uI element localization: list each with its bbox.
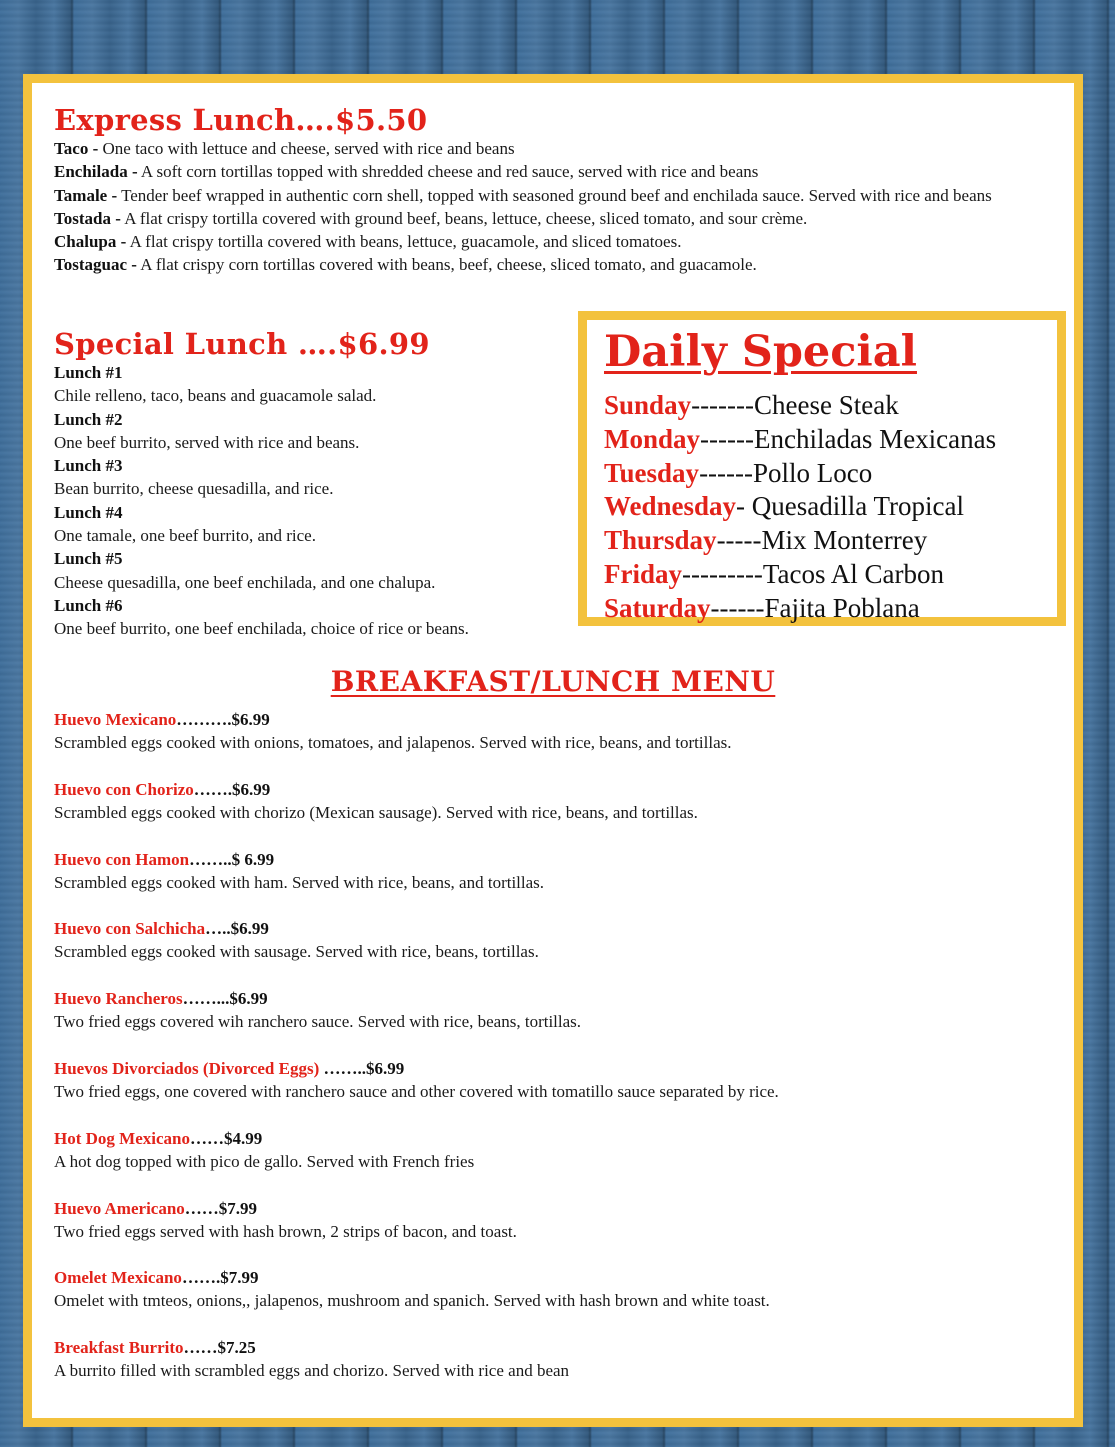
breakfast-lunch-menu-list (54, 708, 1064, 1406)
express-item-name: Taco - (54, 139, 99, 158)
special-item-description: Chile relleno, taco, beans and guacamole salad. (54, 386, 377, 406)
daily-special-day: Tuesday (604, 457, 700, 488)
daily-special-day: Thursday (604, 525, 717, 556)
daily-special-title: Daily Special (604, 327, 917, 377)
special-lunch-item-name (54, 361, 574, 384)
menu-item-name: Huevo con Hamon (54, 849, 190, 869)
menu-item-price: ……$4.99 (189, 1128, 263, 1148)
menu-item-price: ……..$6.99 (319, 1058, 405, 1078)
special-item-description: One beef burrito, served with rice and beans. (54, 432, 360, 452)
special-lunch-title: Special Lunch ….$6.99 (54, 327, 430, 361)
daily-special-dish: ------Fajita Poblana (710, 592, 920, 623)
special-item-description: One tamale, one beef burrito, and rice. (54, 526, 316, 546)
daily-special-day: Saturday (604, 592, 711, 623)
daily-special-day: Friday (604, 558, 682, 589)
special-item-description: Bean burrito, cheese quesadilla, and rice. (54, 479, 334, 499)
special-lunch-item-name (54, 594, 574, 617)
express-item-name: Enchilada - (54, 162, 138, 182)
menu-item-description: Scrambled eggs cooked with sausage. Served with rice, beans, tortillas. (54, 942, 539, 962)
menu-item-header (54, 708, 1064, 731)
menu-item-name: Breakfast Burrito (54, 1338, 184, 1358)
express-item-description: A flat crispy corn tortillas covered with beans, beef, cheese, sliced tomato, and guacamole. (136, 255, 757, 275)
menu-item-price: …….$6.99 (193, 779, 271, 799)
express-lunch-item (54, 230, 1059, 253)
menu-item-header (54, 848, 1064, 871)
breakfast-lunch-menu-title: BREAKFAST/LUNCH MENU (330, 665, 776, 698)
express-lunch-item (54, 160, 1059, 183)
menu-item-price: ……$7.99 (184, 1198, 258, 1218)
daily-special-list (604, 389, 996, 626)
menu-item-description: Scrambled eggs cooked with chorizo (Mexican sausage). Served with rice, beans, and tortillas. (54, 802, 698, 822)
menu-item-description: Scrambled eggs cooked with ham. Served with rice, beans, and tortillas. (54, 872, 545, 892)
special-item-name: Lunch #6 (54, 595, 123, 615)
menu-item-name: Huevo Americano (54, 1198, 185, 1218)
menu-item (54, 708, 1064, 778)
menu-item (54, 1197, 1064, 1267)
express-item-description: A soft corn tortillas topped with shredded cheese and red sauce, served with rice and beans (137, 162, 759, 182)
special-item-name: Lunch #3 (54, 456, 123, 476)
menu-item-header (54, 778, 1064, 801)
daily-special-row (604, 423, 996, 457)
express-item-name: Tostada - (54, 208, 121, 228)
special-lunch-item-name (54, 547, 574, 570)
menu-item (54, 1057, 1064, 1127)
special-item-name: Lunch #1 (54, 363, 123, 382)
special-item-name: Lunch #4 (54, 502, 123, 522)
menu-item-price: ……..$ 6.99 (189, 849, 275, 869)
menu-item-header (54, 1197, 1064, 1220)
menu-item (54, 917, 1064, 987)
menu-item-name: Huevo con Salchicha (54, 919, 206, 939)
menu-item-description: Two fried eggs covered wih ranchero sauce. Served with rice, beans, tortillas. (54, 1012, 582, 1032)
menu-item (54, 1336, 1064, 1406)
express-item-name: Tostaguac - (54, 255, 137, 275)
menu-item-header (54, 917, 1064, 940)
express-item-name: Chalupa - (54, 232, 127, 252)
special-item-name: Lunch #5 (54, 549, 123, 569)
menu-item-name: Hot Dog Mexicano (54, 1128, 190, 1148)
daily-special-dish: ---------Tacos Al Carbon (682, 558, 944, 589)
menu-item-description: Two fried eggs served with hash brown, 2 strips of bacon, and toast. (54, 1221, 517, 1241)
menu-item-price: …..$6.99 (205, 919, 269, 939)
daily-special-day: Sunday (604, 390, 692, 420)
daily-special-row (604, 490, 996, 524)
menu-item-header (54, 1266, 1064, 1289)
menu-item-description: Scrambled eggs cooked with onions, tomatoes, and jalapenos. Served with rice, beans, and tortillas. (54, 733, 732, 752)
express-lunch-item (54, 137, 1059, 160)
daily-special-dish: - Quesadilla Tropical (736, 491, 965, 522)
special-lunch-item-name (54, 408, 574, 431)
daily-special-box (578, 311, 1066, 626)
express-item-description: A flat crispy tortilla covered with ground beef, beans, lettuce, cheese, sliced tomato, and sour crème. (120, 208, 808, 228)
menu-item-price: ……$7.25 (183, 1338, 256, 1358)
menu-item-price: ……….$6.99 (176, 710, 270, 729)
express-lunch-section (54, 103, 1059, 277)
special-lunch-item-name (54, 454, 574, 477)
menu-item-name: Huevo Rancheros (54, 989, 183, 1009)
express-lunch-item (54, 253, 1059, 276)
express-lunch-title: Express Lunch….$5.50 (54, 103, 428, 137)
menu-item-price: ……...$6.99 (182, 989, 268, 1009)
menu-panel (23, 74, 1083, 1427)
daily-special-row (604, 524, 996, 558)
daily-special-row (604, 389, 996, 423)
daily-special-dish: ------Enchiladas Mexicanas (700, 423, 997, 454)
express-item-description: A flat crispy tortilla covered with beans, lettuce, guacamole, and sliced tomatoes. (126, 232, 682, 252)
express-lunch-item (54, 207, 1059, 230)
menu-item-header (54, 1336, 1064, 1359)
special-item-description: One beef burrito, one beef enchilada, choice of rice or beans. (54, 619, 469, 639)
menu-item (54, 987, 1064, 1057)
menu-item-description: A burrito filled with scrambled eggs and chorizo. Served with rice and bean (54, 1361, 570, 1381)
daily-special-row (604, 592, 996, 626)
menu-item-name: Huevo Mexicano (54, 710, 177, 729)
menu-item (54, 1266, 1064, 1336)
special-lunch-section (54, 327, 574, 641)
daily-special-day: Wednesday (604, 491, 737, 522)
special-item-name: Lunch #2 (54, 409, 123, 429)
menu-item (54, 778, 1064, 848)
menu-item (54, 1127, 1064, 1197)
daily-special-row (604, 558, 996, 592)
menu-item-name: Huevo con Chorizo (54, 779, 194, 799)
menu-item (54, 848, 1064, 918)
daily-special-dish: -------Cheese Steak (691, 390, 899, 420)
special-lunch-list (54, 361, 574, 641)
menu-item-description: A hot dog topped with pico de gallo. Served with French fries (54, 1151, 475, 1171)
menu-item-description: Two fried eggs, one covered with ranchero sauce and other covered with tomatillo sauce separated by rice. (54, 1081, 779, 1101)
special-lunch-item-name (54, 501, 574, 524)
express-item-name: Tamale - (54, 185, 118, 205)
menu-item-header (54, 1057, 1064, 1080)
express-item-description: One taco with lettuce and cheese, served with rice and beans (98, 139, 515, 158)
daily-special-dish: -----Mix Monterrey (716, 525, 928, 556)
express-lunch-list (54, 137, 1059, 277)
menu-item-header (54, 987, 1064, 1010)
daily-special-row (604, 457, 996, 491)
express-lunch-item (54, 184, 1059, 207)
menu-item-price: …….$7.99 (181, 1268, 259, 1288)
menu-item-name: Huevos Divorciados (Divorced Eggs) (54, 1058, 320, 1078)
special-item-description: Cheese quesadilla, one beef enchilada, and one chalupa. (54, 572, 436, 592)
menu-item-description: Omelet with tmteos, onions,, jalapenos, mushroom and spanich. Served with hash brown and white toast. (54, 1291, 770, 1311)
menu-item-header (54, 1127, 1064, 1150)
menu-item-name: Omelet Mexicano (54, 1268, 182, 1288)
daily-special-day: Monday (604, 423, 701, 454)
express-item-description: Tender beef wrapped in authentic corn shell, topped with seasoned ground beef and enchilada sauce. Served with rice and beans (117, 185, 992, 205)
daily-special-dish: ------Pollo Loco (699, 457, 873, 488)
